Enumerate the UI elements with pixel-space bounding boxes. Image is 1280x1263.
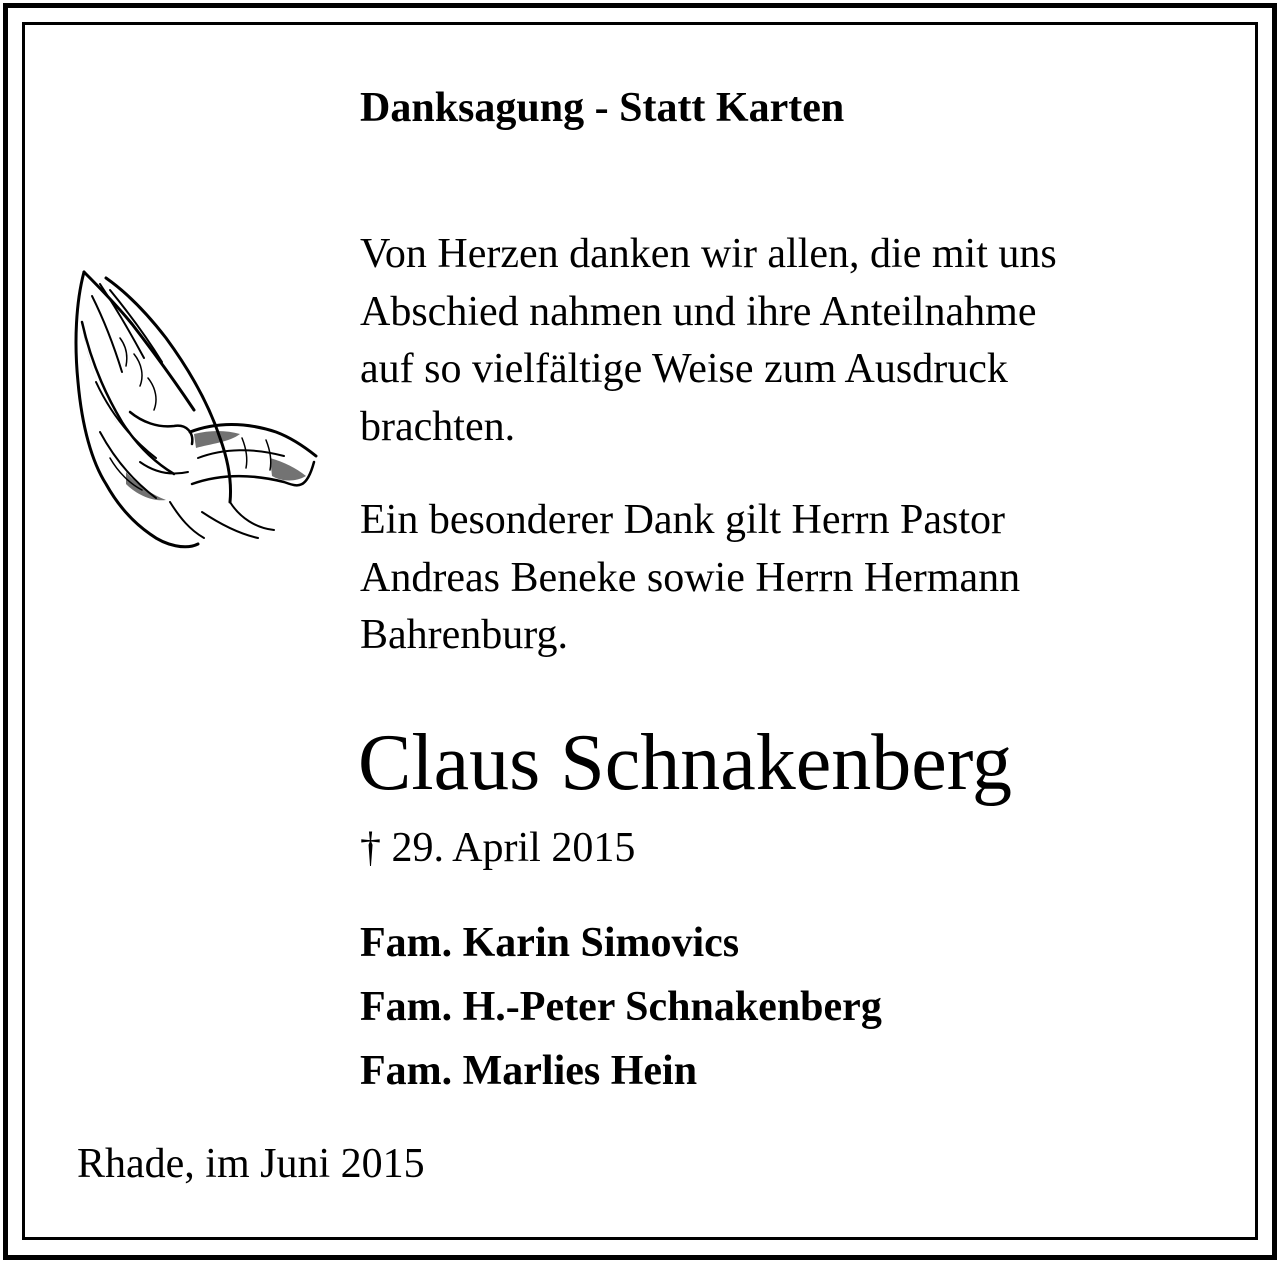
deceased-name: Claus Schnakenberg [358,719,1012,807]
text-line: Andreas Beneke sowie Herrn Hermann [360,554,1021,601]
family-name: Fam. Karin Simovics [360,920,740,966]
text-line: Von Herzen danken wir allen, die mit uns [360,231,1057,277]
text-line: Abschied nahmen und ihre Anteilnahme [360,288,1037,335]
text-line: auf so vielfältige Weise zum Ausdruck [360,346,1008,392]
special-thanks-paragraph [360,492,1240,665]
text-line: Ein besonderer Dank gilt Herrn Pastor [360,497,1005,543]
thanks-paragraph [360,226,1240,456]
place-and-date: Rhade, im Juni 2015 [77,1141,425,1187]
praying-hands-icon [70,262,320,554]
family-name: Fam. Marlies Hein [360,1048,698,1094]
family-name: Fam. H.-Peter Schnakenberg [360,984,882,1030]
family-list [360,911,882,1103]
death-date: † 29. April 2015 [360,825,636,871]
text-line: brachten. [360,403,516,450]
notice-heading: Danksagung - Statt Karten [360,85,845,131]
text-line: Bahrenburg. [360,612,569,658]
